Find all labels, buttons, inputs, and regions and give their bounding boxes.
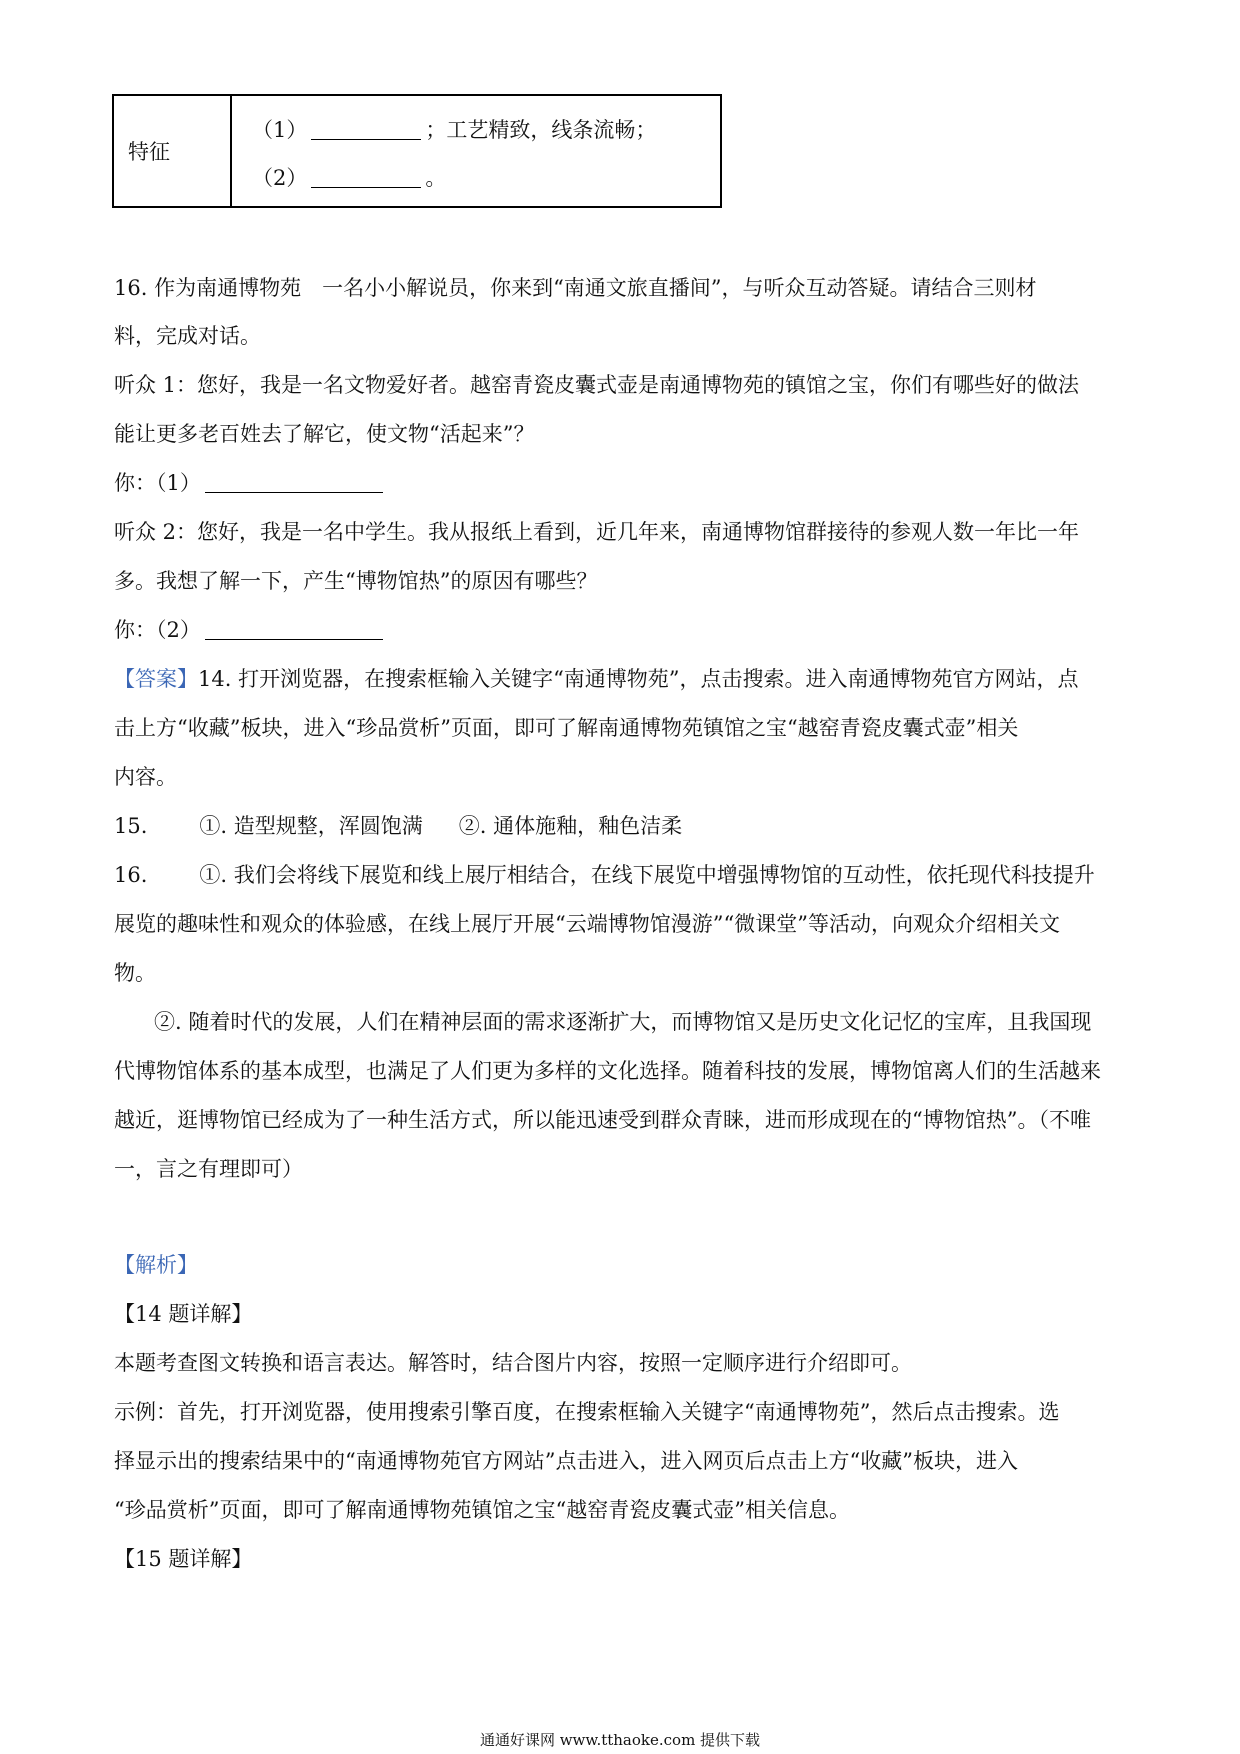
- analysis-example-line-3: “珍品赏析”页面，即可了解南通博物苑镇馆之宝“越窑青瓷皮囊式壶”相关信息。: [114, 1498, 850, 1522]
- page-footer: 通通好课网 www.tthaoke.com 提供下载: [479, 1731, 761, 1749]
- row2-number: （2）: [252, 166, 308, 190]
- answer-16-text-1: ①. 我们会将线下展览和线上展厅相结合，在线下展览中增强博物馆的互动性，依托现代科技提升: [199, 863, 1095, 887]
- you-answer-1: [114, 467, 387, 497]
- analysis-paragraph-1: 本题考查图文转换和语言表达。解答时，结合图片内容，按照一定顺序进行介绍即可。: [114, 1351, 912, 1375]
- table-header-cell: 特征: [114, 96, 232, 206]
- answer-blank-2: [311, 167, 421, 188]
- answer-14-text-1: 14. 打开浏览器，在搜索框输入关键字“南通博物苑”，点击搜索。进入南通博物苑官方网站，点: [198, 667, 1079, 691]
- analysis-example-line-1: 示例：首先，打开浏览器，使用搜索引擎百度，在搜索框输入关键字“南通博物苑”，然后点击搜索。选: [114, 1400, 1060, 1424]
- analysis-example-line-2: 择显示出的搜索结果中的“南通博物苑官方网站”点击进入，进入网页后点击上方“收藏”板块，进入: [114, 1449, 1018, 1473]
- answer-16-line-2: 展览的趣味性和观众的体验感，在线上展厅开展“云端博物馆漫游”“微课堂”等活动，向观众介绍相关文: [114, 912, 1060, 936]
- answer-16-para2-line-3: 越近，逛博物馆已经成为了一种生活方式，所以能迅速受到群众青睐，进而形成现在的“博物馆热”。（不唯: [114, 1108, 1091, 1132]
- table-row-2: [252, 162, 446, 192]
- analysis-tag: 【解析】: [114, 1253, 198, 1277]
- table-content-cell: [232, 96, 720, 206]
- answer-tag: 【答案】: [114, 667, 198, 691]
- answer-14-line-3: 内容。: [114, 765, 177, 789]
- analysis-heading-14: 【14 题详解】: [114, 1302, 253, 1326]
- row1-number: （1）: [252, 118, 308, 142]
- answer-16-para2-line-4: 一，言之有理即可）: [114, 1157, 303, 1181]
- analysis-heading-15: 【15 题详解】: [114, 1547, 253, 1571]
- answer-16-para2-line-1: ②. 随着时代的发展，人们在精神层面的需求逐渐扩大，而博物馆又是历史文化记忆的宝库，且我国现: [154, 1010, 1092, 1034]
- answer-16-para2-line-2: 代博物馆体系的基本成型，也满足了人们更为多样的文化选择。随着科技的发展，博物馆离人们的生活越来: [114, 1059, 1101, 1083]
- q16-line-1: 16. 作为南通博物苑 一名小小解说员，你来到“南通文旅直播间”，与听众互动答疑。请结合三则材: [114, 276, 1037, 300]
- table-row-1: [252, 114, 656, 144]
- answer-15-number: 15.: [114, 814, 148, 838]
- you-answer-2: [114, 614, 387, 644]
- answer-blank-4: [205, 619, 383, 640]
- row1-text: ；工艺精致，线条流畅；: [425, 118, 657, 142]
- answer-blank-3: [205, 472, 383, 493]
- answer-blank-1: [311, 119, 421, 140]
- q16-line-2: 料，完成对话。: [114, 324, 261, 348]
- you-label-2: 你：（2）: [114, 618, 201, 642]
- listener1-line-2: 能让更多老百姓去了解它，使文物“活起来”？: [114, 422, 535, 446]
- answer-15-point-2: ②. 通体施釉，釉色洁柔: [458, 814, 683, 838]
- answer-16-number: 16.: [114, 863, 148, 887]
- answer-16-line-3: 物。: [114, 961, 156, 985]
- answer-14-line-2: 击上方“收藏”板块，进入“珍品赏析”页面，即可了解南通博物苑镇馆之宝“越窑青瓷皮囊式壶”相关: [114, 716, 1019, 740]
- listener1-line-1: 听众 1：您好，我是一名文物爱好者。越窑青瓷皮囊式壶是南通博物苑的镇馆之宝，你们有哪些好的做法: [114, 373, 1080, 397]
- you-label-1: 你：（1）: [114, 471, 201, 495]
- feature-table: [112, 94, 722, 208]
- answer-15: [114, 810, 682, 840]
- answer-16-line-1: [114, 859, 1095, 889]
- answer-15-point-1: ①. 造型规整，浑圆饱满: [199, 814, 423, 838]
- answer-14-line-1: [114, 663, 1079, 693]
- row2-text: 。: [425, 166, 447, 190]
- listener2-line-1: 听众 2：您好，我是一名中学生。我从报纸上看到，近几年来，南通博物馆群接待的参观人数一年比一年: [114, 520, 1080, 544]
- listener2-line-2: 多。我想了解一下，产生“博物馆热”的原因有哪些？: [114, 569, 598, 593]
